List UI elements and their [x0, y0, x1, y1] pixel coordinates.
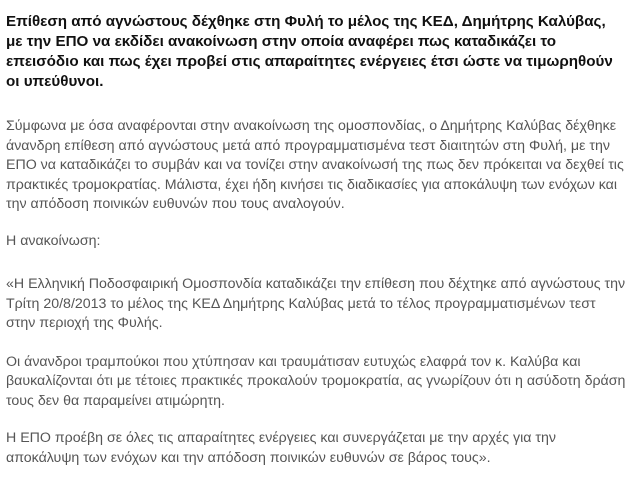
- announcement-paragraph: Οι άνανδροι τραμπούκοι που χτύπησαν και τραυμάτισαν ευτυχώς ελαφρά τον κ. Καλύβα και βαυκαλίζονται ότι με τέτοιες πρακτικές προκαλούν τρομοκρατία, ας γνωρίζουν ότι η ασύδοτη δράση τους δεν θα παραμείνει ατιμώρητη.: [6, 353, 626, 409]
- announcement-heading: Η ανακοίνωση:: [6, 232, 101, 249]
- article-paragraph: Σύμφωνα με όσα αναφέρονται στην ανακοίνωση της ομοσπονδίας, ο Δημήτρης Καλύβας δέχθηκε άνανδρη επίθεση από αγνώστους μετά από προγραμματισμένα τεστ διαιτητών στη Φυλή, με την ΕΠΟ να καταδικάζει το συμβάν και να τονίζει στην ανακοίνωσή της πως δεν πρόκειται να δεχθεί τις πρακτικές τρομοκρατίας. Μάλιστα, έχει ήδη κινήσει τις διαδικασίες για αποκάλυψη των ενόχων και την απόδοση ποινικών ευθυνών που τους αναλογούν.: [6, 118, 624, 212]
- article-lead: Επίθεση από αγνώστους δέχθηκε στη Φυλή το μέλος της ΚΕΔ, Δημήτρης Καλύβας, με την ΕΠΟ να εκδίδει ανακοίνωση στην οποία αναφέρει πως καταδικάζει το επεισόδιο και πως έχει προβεί στις απαραίτητες ενέργειες έτσι ώστε να τιμωρηθούν οι υπεύθυνοι.: [6, 13, 613, 90]
- announcement-paragraph: «Η Ελληνική Ποδοσφαιρική Ομοσπονδία καταδικάζει την επίθεση που δέχτηκε από αγνώστους την Τρίτη 20/8/2013 το μέλος της ΚΕΔ Δημήτρης Καλύβας μετά το τέλος προγραμματισμένων τεστ στην περιοχή της Φυλής.: [6, 276, 626, 331]
- announcement-paragraph: Η ΕΠΟ προέβη σε όλες τις απαραίτητες ενέργειες και συνεργάζεται με την αρχές για την αποκάλυψη των ενόχων και την απόδοση ποινικών ευθυνών σε βάρος τους».: [6, 430, 556, 466]
- article-body: [6, 12, 626, 468]
